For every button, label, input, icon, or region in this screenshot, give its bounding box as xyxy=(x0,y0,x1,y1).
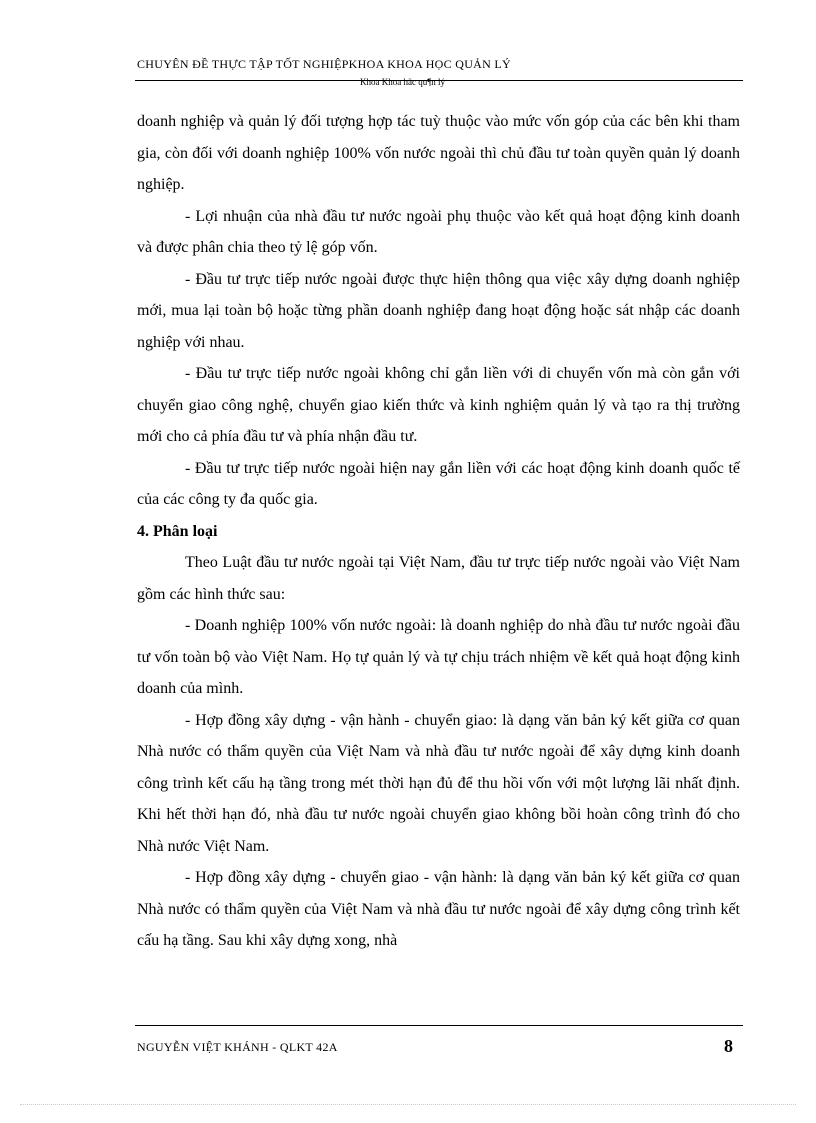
paragraph-4: - Đầu tư trực tiếp nước ngoài không chỉ gắn liền với di chuyển vốn mà còn gắn với chuyển giao công nghệ, chuyển giao kiến thức và kinh nghiệm quản lý và tạo ra thị trường mới cho cả phía đầu tư và phía nhận đầu tư. xyxy=(137,365,740,445)
body-text xyxy=(137,106,740,957)
paragraph-1: doanh nghiệp và quản lý đối tượng hợp tác tuỳ thuộc vào mức vốn góp của các bên khi tham gia, còn đối với doanh nghiệp 100% vốn nước ngoài thì chủ đầu tư toàn quyền quản lý doanh nghiệp. xyxy=(137,113,740,193)
paragraph-6: Theo Luật đầu tư nước ngoài tại Việt Nam, đầu tư trực tiếp nước ngoài vào Việt Nam gồm các hình thức sau: xyxy=(137,554,740,603)
paragraph-3: - Đầu tư trực tiếp nước ngoài được thực hiện thông qua việc xây dựng doanh nghiệp mới, mua lại toàn bộ hoặc từng phần doanh nghiệp đang hoạt động hoặc sát nhập các doanh nghiệp với nhau. xyxy=(137,270,740,351)
paragraph-8: - Hợp đồng xây dựng - vận hành - chuyển giao: là dạng văn bản ký kết giữa cơ quan Nhà nước có thẩm quyền của Việt Nam và nhà đầu tư nước ngoài để xây dựng kinh doanh công trình kết cấu hạ tầng trong mét thời hạn đủ để thu hồi vốn với một lượng lãi nhất định. Khi hết thời hạn đó, nhà đầu tư nước ngoài chuyển giao không bồi hoàn công trình đó cho Nhà nước Việt Nam. xyxy=(137,711,740,855)
running-header-subtitle: Khoa Khoa häc qu¶n lý xyxy=(360,77,446,87)
running-header-title: CHUYÊN ĐỀ THỰC TẬP TỐT NGHIỆPKHOA KHOA HỌC QUẢN LÝ xyxy=(137,57,511,71)
footer-author: NGUYỄN VIỆT KHÁNH - QLKT 42A xyxy=(137,1040,338,1054)
section-heading: 4. Phân loại xyxy=(137,522,218,540)
paragraph-7: - Doanh nghiệp 100% vốn nước ngoài: là doanh nghiệp do nhà đầu tư nước ngoài đầu tư vốn toàn bộ vào Việt Nam. Họ tự quản lý và tự chịu trách nhiệm về kết quả hoạt động kinh doanh của mình. xyxy=(137,617,740,697)
page-bottom-edge xyxy=(20,1104,796,1105)
paragraph-2: - Lợi nhuận của nhà đầu tư nước ngoài phụ thuộc vào kết quả hoạt động kinh doanh và được phân chia theo tỷ lệ góp vốn. xyxy=(137,207,740,256)
header-divider xyxy=(135,80,743,81)
paragraph-5: - Đầu tư trực tiếp nước ngoài hiện nay gắn liền với các hoạt động kinh doanh quốc tế của các công ty đa quốc gia. xyxy=(137,459,740,508)
footer-divider xyxy=(135,1025,743,1026)
page-number: 8 xyxy=(724,1036,733,1056)
paragraph-9: - Hợp đồng xây dựng - chuyển giao - vận hành: là dạng văn bản ký kết giữa cơ quan Nhà nước có thẩm quyền của Việt Nam và nhà đầu tư nước ngoài để xây dựng công trình kết cấu hạ tầng. Sau khi xây dựng xong, nhà xyxy=(137,869,740,949)
